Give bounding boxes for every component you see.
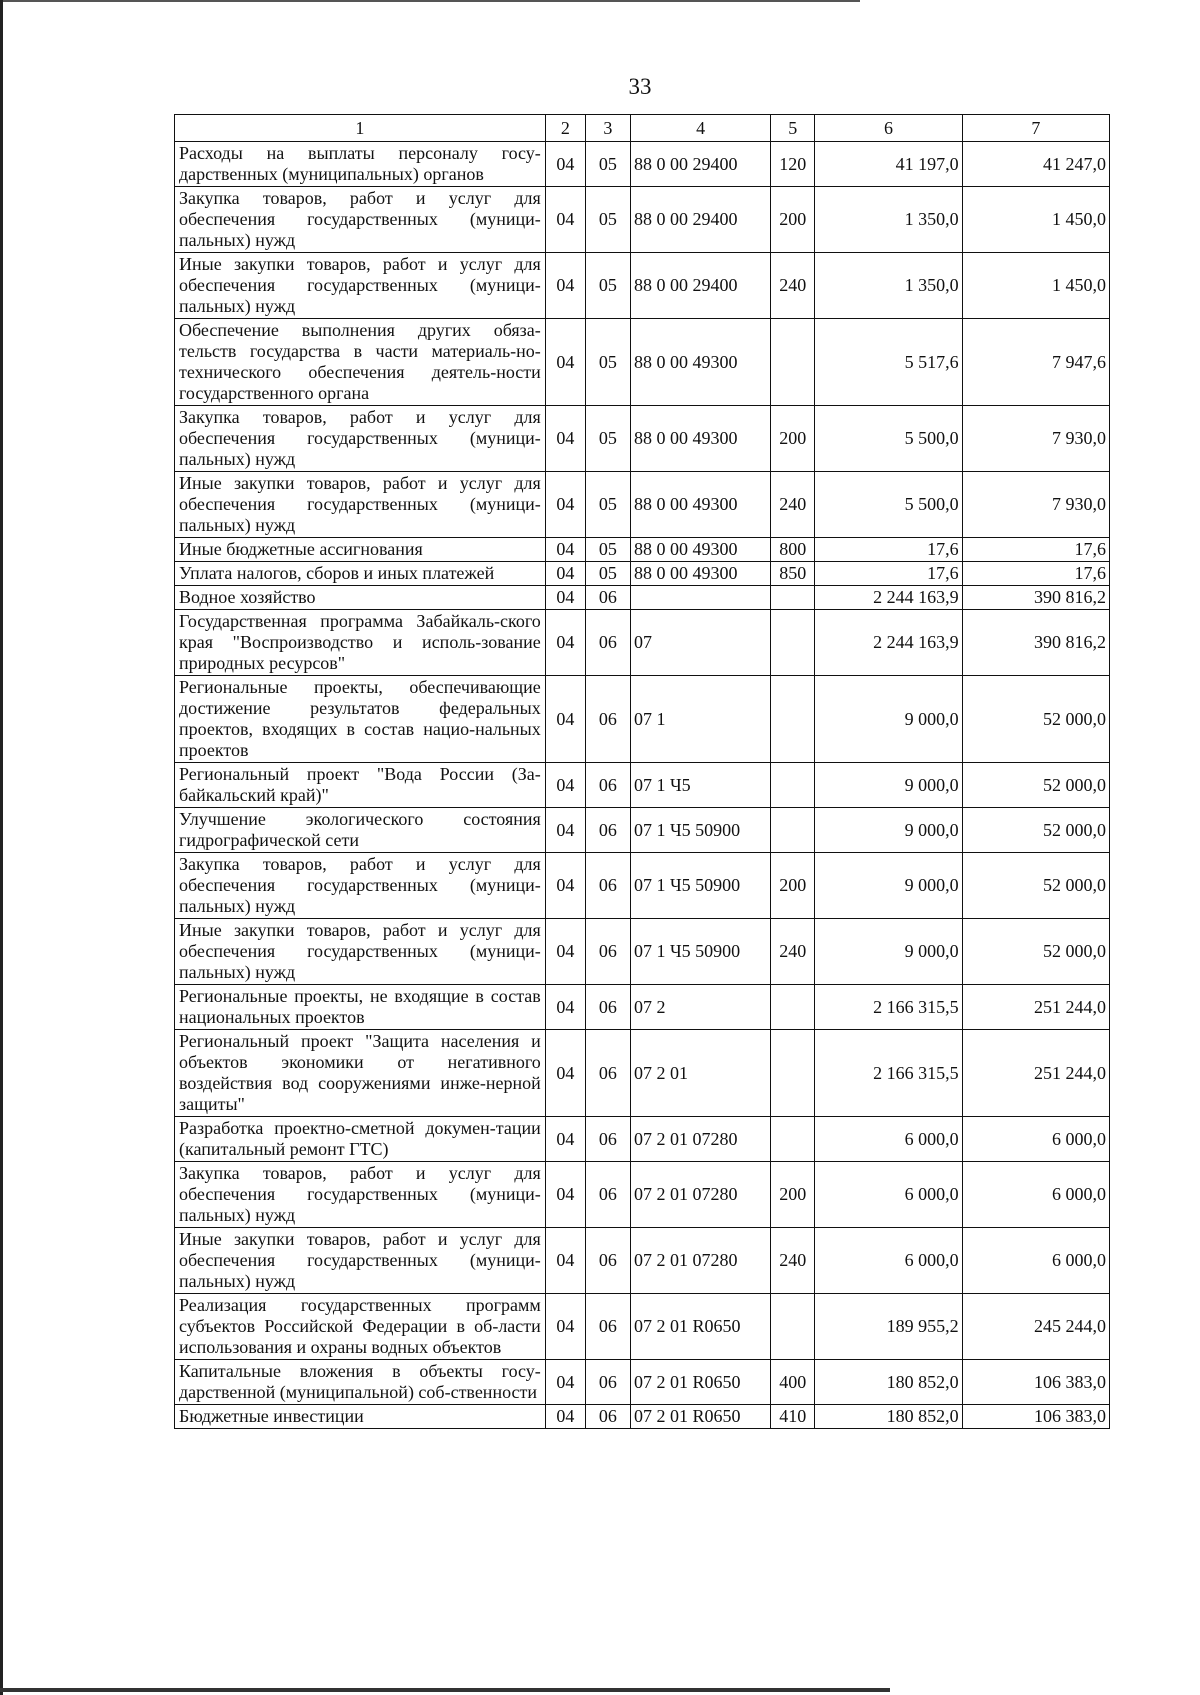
expense-type-cell: 240 [771, 253, 815, 319]
section-code-cell: 04 [545, 985, 585, 1030]
amount-col6-cell: 5 500,0 [815, 472, 962, 538]
expense-type-cell [771, 586, 815, 610]
subsection-code-cell: 05 [585, 406, 630, 472]
budget-table [174, 114, 1110, 1429]
amount-col7-cell: 390 816,2 [962, 586, 1109, 610]
subsection-code-cell: 06 [585, 586, 630, 610]
section-code-cell: 04 [545, 187, 585, 253]
row-name-cell: Региональный проект "Вода России (За-байкальский край)" [175, 763, 546, 808]
table-row [175, 919, 1110, 985]
subsection-code-cell: 06 [585, 1405, 630, 1429]
expense-type-cell: 240 [771, 919, 815, 985]
header-cell-3: 3 [585, 115, 630, 142]
expense-type-cell: 200 [771, 406, 815, 472]
expense-type-cell: 200 [771, 853, 815, 919]
header-cell-4: 4 [630, 115, 770, 142]
expense-type-cell: 850 [771, 562, 815, 586]
row-name-cell: Закупка товаров, работ и услуг для обеспечения государственных (муници-пальных) нужд [175, 187, 546, 253]
row-name-cell: Бюджетные инвестиции [175, 1405, 546, 1429]
table-row [175, 763, 1110, 808]
amount-col7-cell: 251 244,0 [962, 985, 1109, 1030]
expense-type-cell [771, 985, 815, 1030]
subsection-code-cell: 06 [585, 1360, 630, 1405]
scan-border-left [0, 0, 3, 1695]
amount-col7-cell: 6 000,0 [962, 1228, 1109, 1294]
amount-col6-cell: 9 000,0 [815, 676, 962, 763]
amount-col7-cell: 7 947,6 [962, 319, 1109, 406]
section-code-cell: 04 [545, 472, 585, 538]
section-code-cell: 04 [545, 1294, 585, 1360]
row-name-cell: Обеспечение выполнения других обяза-тельств государства в части материаль-но-технического обеспечения деятель-ности государственного органа [175, 319, 546, 406]
table-row [175, 1228, 1110, 1294]
row-name-cell: Государственная программа Забайкаль-ского края "Воспроизводство и исполь-зование природных ресурсов" [175, 610, 546, 676]
row-name-cell: Закупка товаров, работ и услуг для обеспечения государственных (муници-пальных) нужд [175, 406, 546, 472]
row-name-cell: Разработка проектно-сметной докумен-тации (капитальный ремонт ГТС) [175, 1117, 546, 1162]
target-article-cell [630, 586, 770, 610]
amount-col6-cell: 6 000,0 [815, 1162, 962, 1228]
amount-col7-cell: 17,6 [962, 538, 1109, 562]
amount-col6-cell: 6 000,0 [815, 1228, 962, 1294]
amount-col7-cell: 52 000,0 [962, 808, 1109, 853]
expense-type-cell [771, 676, 815, 763]
amount-col6-cell: 2 244 163,9 [815, 610, 962, 676]
expense-type-cell: 200 [771, 187, 815, 253]
expense-type-cell [771, 1117, 815, 1162]
row-name-cell: Закупка товаров, работ и услуг для обеспечения государственных (муници-пальных) нужд [175, 1162, 546, 1228]
target-article-cell: 07 [630, 610, 770, 676]
target-article-cell: 07 2 01 [630, 1030, 770, 1117]
amount-col6-cell: 1 350,0 [815, 187, 962, 253]
row-name-cell: Водное хозяйство [175, 586, 546, 610]
subsection-code-cell: 06 [585, 1228, 630, 1294]
section-code-cell: 04 [545, 808, 585, 853]
table-row [175, 1117, 1110, 1162]
table-row [175, 1162, 1110, 1228]
expense-type-cell [771, 610, 815, 676]
table-row [175, 808, 1110, 853]
row-name-cell: Региональные проекты, обеспечивающие достижение результатов федеральных проектов, входящих в состав нацио-нальных проектов [175, 676, 546, 763]
expense-type-cell [771, 1294, 815, 1360]
amount-col7-cell: 390 816,2 [962, 610, 1109, 676]
amount-col7-cell: 52 000,0 [962, 853, 1109, 919]
section-code-cell: 04 [545, 253, 585, 319]
subsection-code-cell: 06 [585, 919, 630, 985]
expense-type-cell [771, 808, 815, 853]
target-article-cell: 07 2 01 R0650 [630, 1360, 770, 1405]
target-article-cell: 07 1 [630, 676, 770, 763]
amount-col7-cell: 6 000,0 [962, 1162, 1109, 1228]
table-row [175, 142, 1110, 187]
section-code-cell: 04 [545, 562, 585, 586]
table-row [175, 319, 1110, 406]
row-name-cell: Расходы на выплаты персоналу госу-дарственных (муниципальных) органов [175, 142, 546, 187]
target-article-cell: 88 0 00 49300 [630, 472, 770, 538]
target-article-cell: 88 0 00 49300 [630, 319, 770, 406]
target-article-cell: 88 0 00 29400 [630, 142, 770, 187]
expense-type-cell: 200 [771, 1162, 815, 1228]
amount-col7-cell: 7 930,0 [962, 406, 1109, 472]
row-name-cell: Региональные проекты, не входящие в состав национальных проектов [175, 985, 546, 1030]
amount-col7-cell: 106 383,0 [962, 1405, 1109, 1429]
subsection-code-cell: 05 [585, 319, 630, 406]
expense-type-cell [771, 1030, 815, 1117]
subsection-code-cell: 06 [585, 853, 630, 919]
amount-col6-cell: 2 166 315,5 [815, 1030, 962, 1117]
row-name-cell: Иные закупки товаров, работ и услуг для обеспечения государственных (муници-пальных) нужд [175, 253, 546, 319]
amount-col7-cell: 52 000,0 [962, 763, 1109, 808]
section-code-cell: 04 [545, 676, 585, 763]
table-row [175, 1360, 1110, 1405]
table-row [175, 562, 1110, 586]
subsection-code-cell: 06 [585, 1294, 630, 1360]
row-name-cell: Иные закупки товаров, работ и услуг для обеспечения государственных (муници-пальных) нужд [175, 472, 546, 538]
subsection-code-cell: 05 [585, 562, 630, 586]
amount-col6-cell: 17,6 [815, 538, 962, 562]
section-code-cell: 04 [545, 1030, 585, 1117]
subsection-code-cell: 05 [585, 142, 630, 187]
row-name-cell: Иные закупки товаров, работ и услуг для обеспечения государственных (муници-пальных) нужд [175, 1228, 546, 1294]
table-row [175, 610, 1110, 676]
target-article-cell: 07 2 01 R0650 [630, 1405, 770, 1429]
row-name-cell: Улучшение экологического состояния гидрографической сети [175, 808, 546, 853]
expense-type-cell [771, 319, 815, 406]
target-article-cell: 07 1 Ч5 50900 [630, 853, 770, 919]
target-article-cell: 07 2 01 07280 [630, 1228, 770, 1294]
table-row [175, 1405, 1110, 1429]
amount-col6-cell: 1 350,0 [815, 253, 962, 319]
subsection-code-cell: 06 [585, 985, 630, 1030]
table-row [175, 586, 1110, 610]
row-name-cell: Реализация государственных программ субъектов Российской Федерации в об-ласти использования и охраны водных объектов [175, 1294, 546, 1360]
expense-type-cell: 240 [771, 1228, 815, 1294]
target-article-cell: 88 0 00 29400 [630, 187, 770, 253]
target-article-cell: 07 2 01 07280 [630, 1117, 770, 1162]
expense-type-cell: 410 [771, 1405, 815, 1429]
amount-col6-cell: 6 000,0 [815, 1117, 962, 1162]
scan-border-top [0, 0, 860, 2]
row-name-cell: Иные закупки товаров, работ и услуг для обеспечения государственных (муници-пальных) нужд [175, 919, 546, 985]
amount-col7-cell: 52 000,0 [962, 919, 1109, 985]
subsection-code-cell: 06 [585, 763, 630, 808]
target-article-cell: 88 0 00 29400 [630, 253, 770, 319]
amount-col6-cell: 189 955,2 [815, 1294, 962, 1360]
table-row [175, 253, 1110, 319]
amount-col7-cell: 52 000,0 [962, 676, 1109, 763]
subsection-code-cell: 06 [585, 1117, 630, 1162]
table-row [175, 406, 1110, 472]
subsection-code-cell: 05 [585, 472, 630, 538]
section-code-cell: 04 [545, 1117, 585, 1162]
amount-col7-cell: 41 247,0 [962, 142, 1109, 187]
section-code-cell: 04 [545, 406, 585, 472]
table-row [175, 1030, 1110, 1117]
table-row [175, 853, 1110, 919]
subsection-code-cell: 06 [585, 676, 630, 763]
target-article-cell: 07 2 01 07280 [630, 1162, 770, 1228]
header-cell-2: 2 [545, 115, 585, 142]
amount-col7-cell: 1 450,0 [962, 253, 1109, 319]
page-number: 33 [628, 74, 652, 99]
target-article-cell: 88 0 00 49300 [630, 538, 770, 562]
target-article-cell: 07 2 [630, 985, 770, 1030]
header-cell-6: 6 [815, 115, 962, 142]
header-cell-1: 1 [175, 115, 546, 142]
section-code-cell: 04 [545, 919, 585, 985]
row-name-cell: Капитальные вложения в объекты госу-дарственной (муниципальной) соб-ственности [175, 1360, 546, 1405]
target-article-cell: 07 2 01 R0650 [630, 1294, 770, 1360]
header-cell-7: 7 [962, 115, 1109, 142]
amount-col6-cell: 9 000,0 [815, 853, 962, 919]
scan-border-bottom [0, 1688, 890, 1692]
amount-col7-cell: 245 244,0 [962, 1294, 1109, 1360]
amount-col6-cell: 2 166 315,5 [815, 985, 962, 1030]
table-row [175, 538, 1110, 562]
section-code-cell: 04 [545, 1162, 585, 1228]
subsection-code-cell: 05 [585, 538, 630, 562]
section-code-cell: 04 [545, 586, 585, 610]
target-article-cell: 07 1 Ч5 [630, 763, 770, 808]
amount-col6-cell: 5 500,0 [815, 406, 962, 472]
amount-col6-cell: 17,6 [815, 562, 962, 586]
section-code-cell: 04 [545, 763, 585, 808]
section-code-cell: 04 [545, 538, 585, 562]
target-article-cell: 07 1 Ч5 50900 [630, 919, 770, 985]
table-row [175, 187, 1110, 253]
amount-col7-cell: 17,6 [962, 562, 1109, 586]
amount-col6-cell: 9 000,0 [815, 808, 962, 853]
row-name-cell: Региональный проект "Защита населения и объектов экономики от негативного воздействия вод сооружениями инже-нерной защиты" [175, 1030, 546, 1117]
amount-col7-cell: 1 450,0 [962, 187, 1109, 253]
row-name-cell: Иные бюджетные ассигнования [175, 538, 546, 562]
amount-col7-cell: 6 000,0 [962, 1117, 1109, 1162]
section-code-cell: 04 [545, 610, 585, 676]
section-code-cell: 04 [545, 1405, 585, 1429]
subsection-code-cell: 05 [585, 187, 630, 253]
section-code-cell: 04 [545, 1228, 585, 1294]
table-row [175, 1294, 1110, 1360]
row-name-cell: Закупка товаров, работ и услуг для обеспечения государственных (муници-пальных) нужд [175, 853, 546, 919]
subsection-code-cell: 06 [585, 808, 630, 853]
table-row [175, 676, 1110, 763]
expense-type-cell [771, 763, 815, 808]
amount-col6-cell: 41 197,0 [815, 142, 962, 187]
target-article-cell: 88 0 00 49300 [630, 406, 770, 472]
amount-col7-cell: 7 930,0 [962, 472, 1109, 538]
amount-col6-cell: 9 000,0 [815, 763, 962, 808]
section-code-cell: 04 [545, 853, 585, 919]
amount-col6-cell: 180 852,0 [815, 1405, 962, 1429]
amount-col7-cell: 106 383,0 [962, 1360, 1109, 1405]
table-row [175, 985, 1110, 1030]
target-article-cell: 07 1 Ч5 50900 [630, 808, 770, 853]
section-code-cell: 04 [545, 319, 585, 406]
amount-col6-cell: 180 852,0 [815, 1360, 962, 1405]
amount-col6-cell: 2 244 163,9 [815, 586, 962, 610]
amount-col6-cell: 9 000,0 [815, 919, 962, 985]
row-name-cell: Уплата налогов, сборов и иных платежей [175, 562, 546, 586]
amount-col6-cell: 5 517,6 [815, 319, 962, 406]
subsection-code-cell: 06 [585, 1030, 630, 1117]
header-cell-5: 5 [771, 115, 815, 142]
expense-type-cell: 800 [771, 538, 815, 562]
subsection-code-cell: 06 [585, 610, 630, 676]
expense-type-cell: 400 [771, 1360, 815, 1405]
subsection-code-cell: 06 [585, 1162, 630, 1228]
table-row [175, 472, 1110, 538]
amount-col7-cell: 251 244,0 [962, 1030, 1109, 1117]
target-article-cell: 88 0 00 49300 [630, 562, 770, 586]
subsection-code-cell: 05 [585, 253, 630, 319]
expense-type-cell: 120 [771, 142, 815, 187]
expense-type-cell: 240 [771, 472, 815, 538]
section-code-cell: 04 [545, 142, 585, 187]
table-header-row [175, 115, 1110, 142]
section-code-cell: 04 [545, 1360, 585, 1405]
